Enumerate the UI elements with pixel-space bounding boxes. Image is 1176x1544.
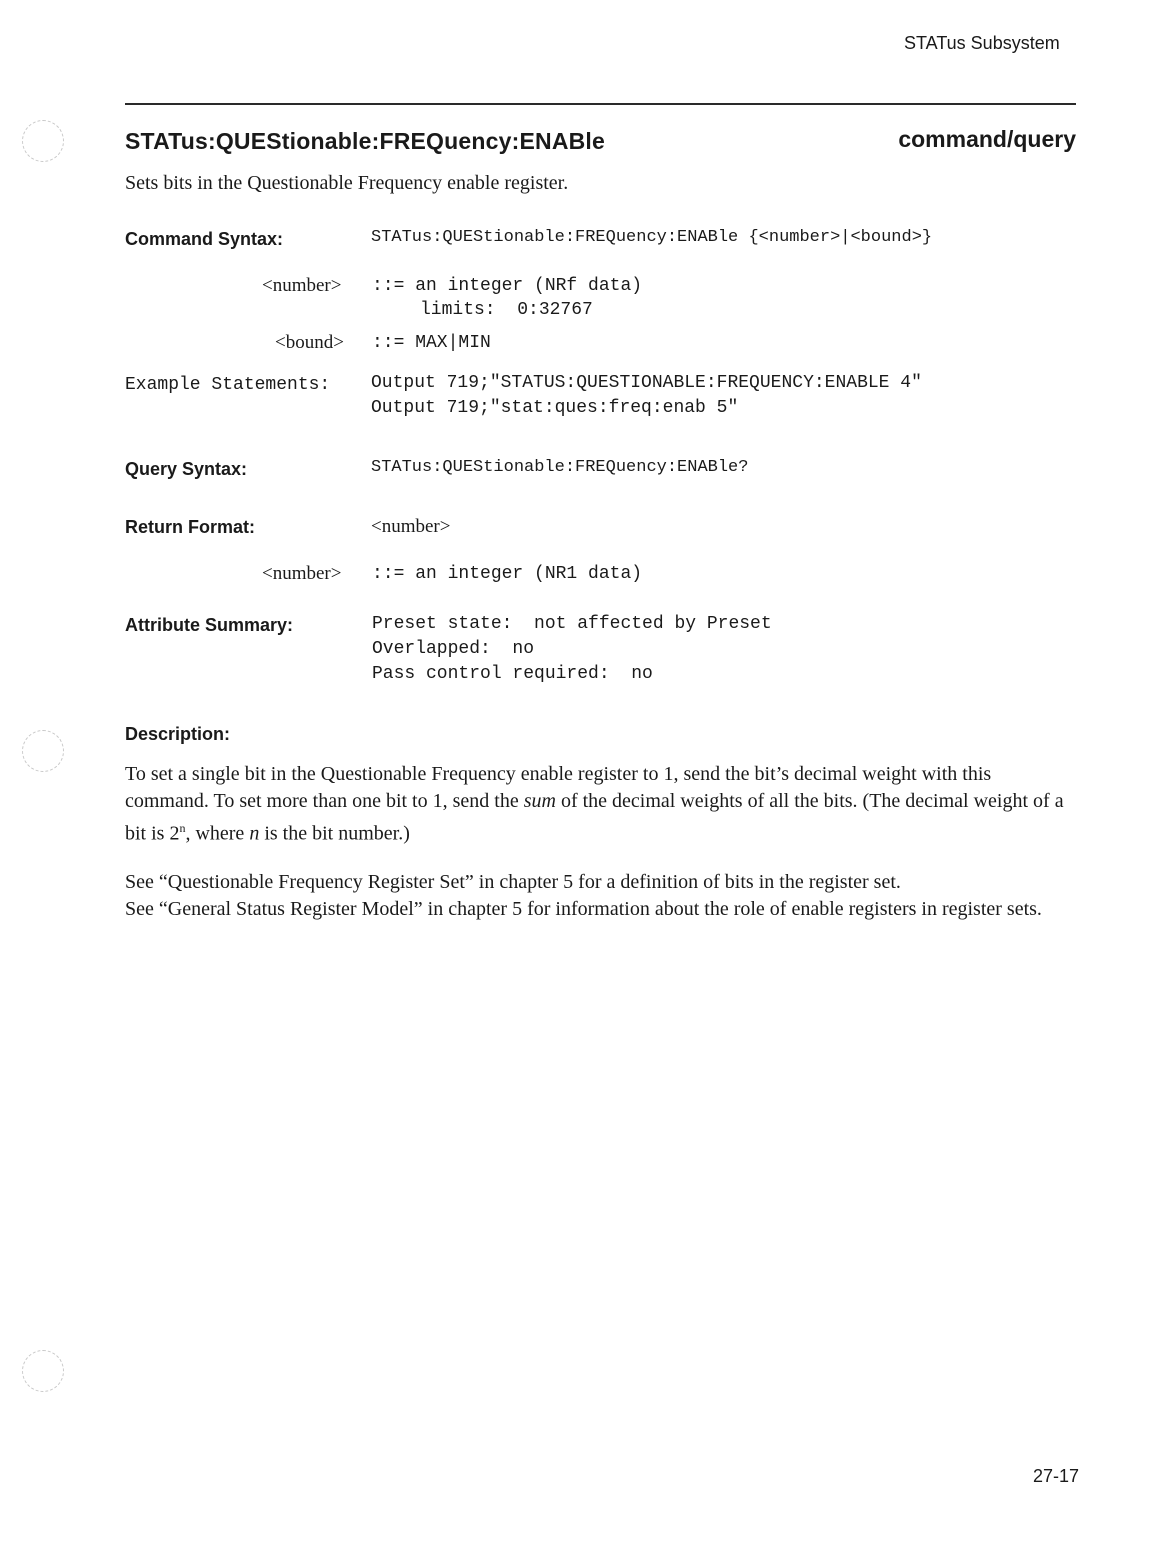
desc-text-c: , where <box>185 822 250 845</box>
return-format-value: <number> <box>371 516 451 537</box>
punch-hole-top <box>22 120 64 162</box>
command-syntax: STATus:QUEStionable:FREQuency:ENABle {<number>|<bound>} <box>371 228 933 247</box>
attribute-summary-label: Attribute Summary: <box>125 615 294 635</box>
example-statements-label: Example Statements: <box>125 375 331 395</box>
desc-exponent: n <box>179 821 186 835</box>
desc-sum-emphasis: sum <box>523 790 556 812</box>
return-number-definition: ::= an integer (NR1 data) <box>372 564 643 584</box>
description-paragraph-2 <box>125 869 1070 923</box>
attribute-pass-control: Pass control required: no <box>372 664 653 684</box>
punch-hole-bottom <box>22 1350 64 1392</box>
example-line-1: Output 719;"STATUS:QUESTIONABLE:FREQUENCY:ENABLE 4" <box>371 373 922 393</box>
running-header: STATus Subsystem <box>904 33 1060 53</box>
desc-text-d: is the bit number.) <box>259 822 410 845</box>
description-label: Description: <box>125 724 231 744</box>
command-title: STATus:QUEStionable:FREQuency:ENABle <box>125 128 606 154</box>
desc-text-a: To set a single bit in the Questionable Frequency enable register to 1, send the bit’s decimal weight with this command. To set more than one bit to 1, send the <box>125 763 992 812</box>
description-paragraph-1 <box>125 761 1070 848</box>
example-line-2: Output 719;"stat:ques:freq:enab 5" <box>371 398 739 418</box>
desc-p2-line-1: See “Questionable Frequency Register Set” in chapter 5 for a definition of bits in the register set. <box>125 871 901 893</box>
return-number-term: <number> <box>262 563 342 584</box>
attribute-preset: Preset state: not affected by Preset <box>372 614 772 634</box>
punch-hole-middle <box>22 730 64 772</box>
command-type: command/query <box>898 126 1076 152</box>
desc-text-b: of the decimal weights of all the bits. (The decimal weight of a bit is 2 <box>125 790 1064 845</box>
bound-term: <bound> <box>275 332 344 353</box>
command-summary: Sets bits in the Questionable Frequency enable register. <box>125 172 569 194</box>
query-syntax-label: Query Syntax: <box>125 459 248 479</box>
return-format-label: Return Format: <box>125 517 255 537</box>
number-definition: ::= an integer (NRf data) <box>372 276 643 296</box>
attribute-overlapped: Overlapped: no <box>372 639 535 659</box>
header-rule <box>125 103 1076 105</box>
number-limits: limits: 0:32767 <box>420 300 593 320</box>
bound-definition: ::= MAX|MIN <box>372 333 491 353</box>
command-syntax-label: Command Syntax: <box>125 229 284 249</box>
query-syntax: STATus:QUEStionable:FREQuency:ENABle? <box>371 458 749 477</box>
desc-p2-line-2: See “General Status Register Model” in chapter 5 for information about the role of enable registers in register sets. <box>125 898 1042 920</box>
page-number: 27-17 <box>1033 1466 1080 1486</box>
desc-n-emphasis: n <box>249 822 260 845</box>
number-term: <number> <box>262 275 342 296</box>
